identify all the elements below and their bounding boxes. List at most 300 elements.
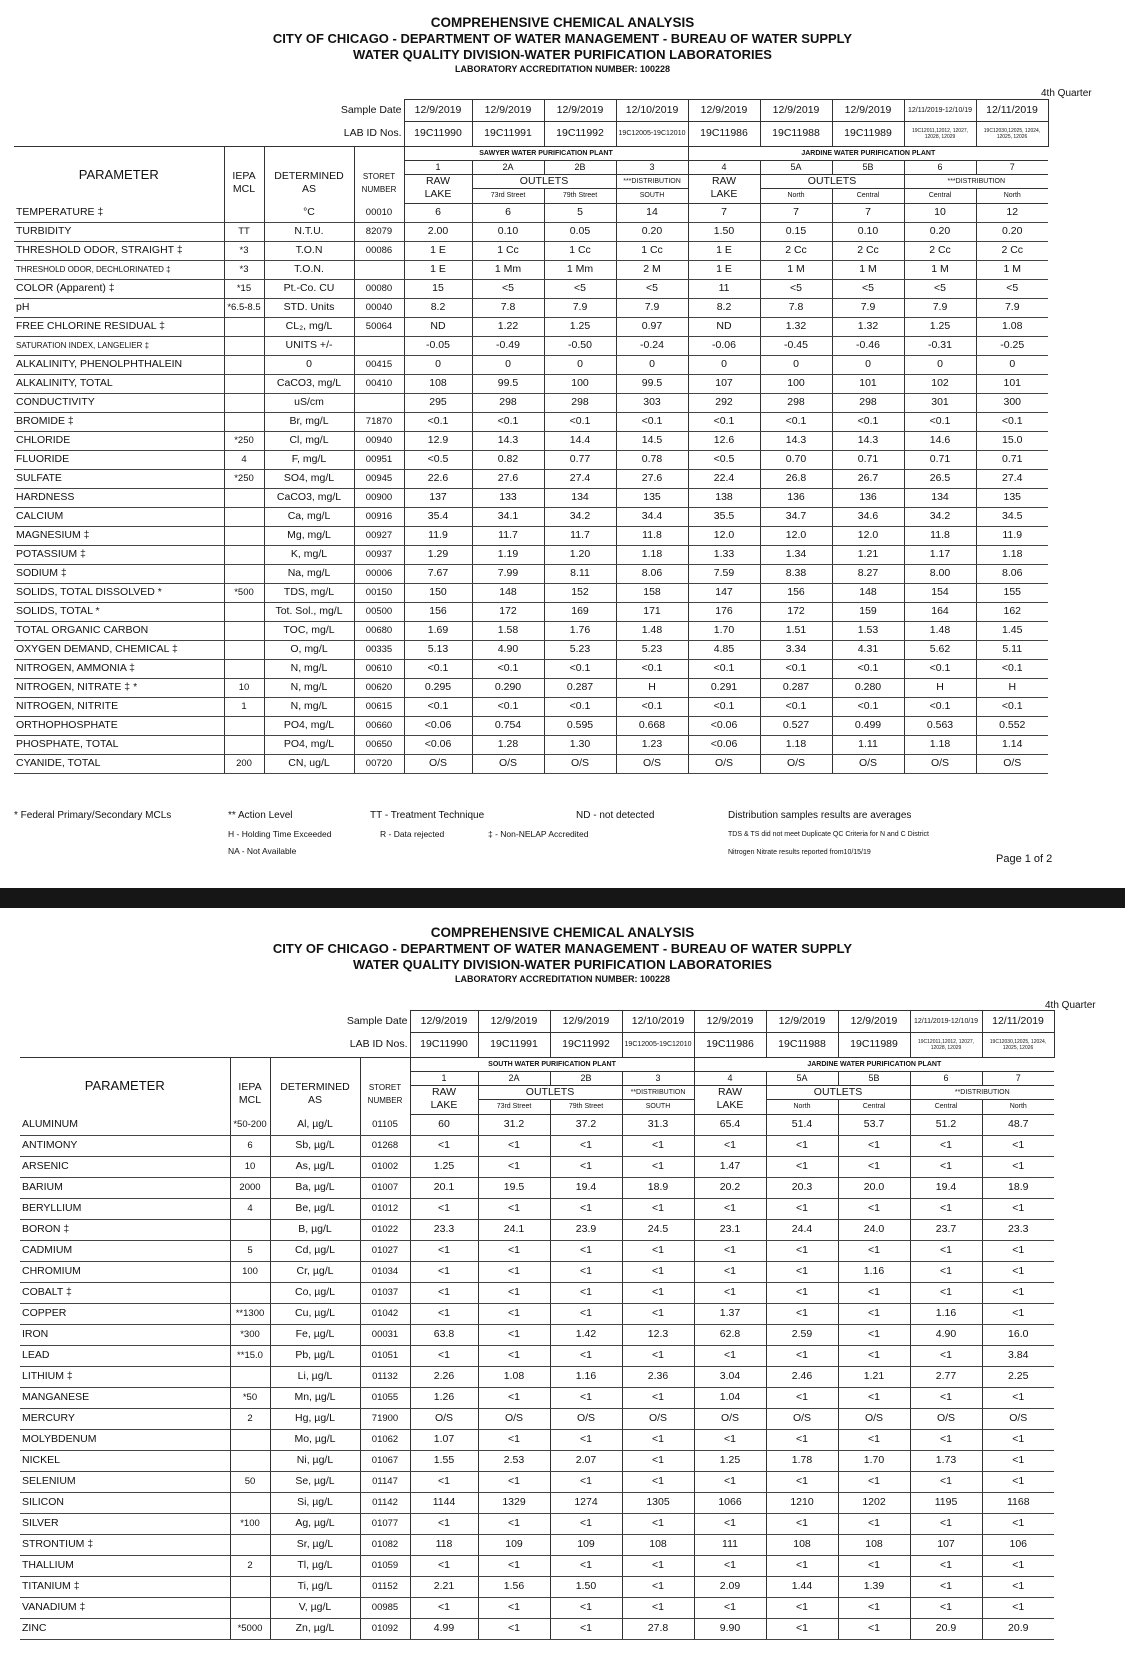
- report-subtitle-division: WATER QUALITY DIVISION-WATER PURIFICATION LABORATORIES: [353, 47, 772, 62]
- result-value: <1: [410, 1261, 478, 1282]
- result-value: 1.34: [760, 545, 832, 564]
- result-value: 65.4: [694, 1114, 766, 1135]
- lab-id: 19C11988: [766, 1033, 838, 1058]
- determined-as: Pb, µg/L: [270, 1345, 360, 1366]
- result-value: <1: [982, 1198, 1054, 1219]
- result-value: 10: [904, 203, 976, 222]
- table-row: [20, 1492, 1054, 1513]
- table-row: [14, 678, 1048, 697]
- result-value: 134: [904, 488, 976, 507]
- lake-label: LAKE: [694, 1099, 766, 1113]
- result-value: 303: [616, 393, 688, 412]
- result-value: <1: [478, 1198, 550, 1219]
- result-value: 1 M: [832, 260, 904, 279]
- storet-number: 00951: [354, 450, 404, 469]
- parameter-name: pH: [14, 298, 224, 317]
- result-value: 1.56: [478, 1576, 550, 1597]
- determined-as: O, mg/L: [264, 640, 354, 659]
- result-value: <1: [766, 1198, 838, 1219]
- column-number: 3: [616, 160, 688, 174]
- result-value: O/S: [410, 1408, 478, 1429]
- storet-number: 01059: [360, 1555, 410, 1576]
- result-value: <1: [550, 1597, 622, 1618]
- result-value: 148: [472, 583, 544, 602]
- result-value: -0.24: [616, 336, 688, 355]
- result-value: <1: [478, 1555, 550, 1576]
- storet-number: 00335: [354, 640, 404, 659]
- storet-number: 00410: [354, 374, 404, 393]
- storet-number: 01077: [360, 1513, 410, 1534]
- quarter-label: 4th Quarter: [1041, 88, 1092, 99]
- storet-number: 01062: [360, 1429, 410, 1450]
- result-value: <1: [550, 1135, 622, 1156]
- determined-as: CaCO3, mg/L: [264, 488, 354, 507]
- table-row: [14, 659, 1048, 678]
- determined-as: N.T.U.: [264, 222, 354, 241]
- determined-as: Cr, µg/L: [270, 1261, 360, 1282]
- result-value: 6: [404, 203, 472, 222]
- determined-as: CN, ug/L: [264, 754, 354, 773]
- result-value: <1: [838, 1135, 910, 1156]
- storet-number-header-line2: NUMBER: [361, 184, 397, 194]
- result-value: 118: [410, 1534, 478, 1555]
- table-row: [20, 1471, 1054, 1492]
- storet-number-header-line1: STORET: [368, 1082, 402, 1092]
- storet-number: 01067: [360, 1450, 410, 1471]
- result-value: <1: [550, 1261, 622, 1282]
- result-value: <1: [478, 1597, 550, 1618]
- result-value: <1: [410, 1471, 478, 1492]
- result-value: 1.70: [838, 1450, 910, 1471]
- parameter-name: NITROGEN, NITRATE ‡ *: [14, 678, 224, 697]
- iepa-mcl-header: [230, 1057, 270, 1114]
- table-row: [20, 1450, 1054, 1471]
- determined-as: Ba, µg/L: [270, 1177, 360, 1198]
- result-value: 1.45: [976, 621, 1048, 640]
- iepa-mcl: [230, 1534, 270, 1555]
- iepa-mcl: *3: [224, 241, 264, 260]
- result-value: <1: [982, 1555, 1054, 1576]
- determined-as: Tot. Sol., mg/L: [264, 602, 354, 621]
- storet-number: 82079: [354, 222, 404, 241]
- column-number: 4: [688, 160, 760, 174]
- result-value: <1: [766, 1282, 838, 1303]
- iepa-mcl: 6: [230, 1135, 270, 1156]
- result-value: 8.06: [976, 564, 1048, 583]
- iepa-mcl: [224, 716, 264, 735]
- result-value: O/S: [404, 754, 472, 773]
- result-value: 156: [760, 583, 832, 602]
- determined-as: Co, µg/L: [270, 1282, 360, 1303]
- result-value: <1: [622, 1261, 694, 1282]
- table-row: [14, 450, 1048, 469]
- result-value: 27.4: [976, 469, 1048, 488]
- storet-number: 00610: [354, 659, 404, 678]
- result-value: 0: [616, 355, 688, 374]
- result-value: <1: [910, 1156, 982, 1177]
- table-row: [20, 1366, 1054, 1387]
- result-value: 1.55: [410, 1450, 478, 1471]
- result-value: <1: [694, 1513, 766, 1534]
- location-label: Central: [832, 188, 904, 202]
- iepa-mcl: [230, 1219, 270, 1240]
- iepa-mcl: **1300: [230, 1303, 270, 1324]
- result-value: O/S: [976, 754, 1048, 773]
- result-value: <1: [838, 1345, 910, 1366]
- result-value: 99.5: [616, 374, 688, 393]
- result-value: <1: [478, 1156, 550, 1177]
- result-value: 0.20: [976, 222, 1048, 241]
- result-value: <0.1: [832, 412, 904, 431]
- result-value: 155: [976, 583, 1048, 602]
- storet-number: 00080: [354, 279, 404, 298]
- result-value: 20.9: [982, 1618, 1054, 1639]
- result-value: <0.1: [544, 697, 616, 716]
- result-value: 102: [904, 374, 976, 393]
- iepa-mcl-header: [224, 146, 264, 203]
- result-value: O/S: [832, 754, 904, 773]
- result-value: 12.0: [760, 526, 832, 545]
- parameter-name: CADMIUM: [20, 1240, 230, 1261]
- result-value: -0.06: [688, 336, 760, 355]
- footnote-treatment-technique: TT - Treatment Technique: [370, 810, 485, 821]
- storet-number: 01002: [360, 1156, 410, 1177]
- result-value: 20.9: [910, 1618, 982, 1639]
- storet-number: 01055: [360, 1387, 410, 1408]
- result-value: 27.6: [472, 469, 544, 488]
- result-value: 16.0: [982, 1324, 1054, 1345]
- lab-id: 19C12030,12025, 12024, 12025, 12026: [976, 122, 1048, 147]
- result-value: 1.04: [694, 1387, 766, 1408]
- result-value: 1.16: [910, 1303, 982, 1324]
- result-value: 5.62: [904, 640, 976, 659]
- result-value: <1: [478, 1324, 550, 1345]
- iepa-mcl-header-line1: IEPA: [238, 1080, 262, 1093]
- parameter-name: LEAD: [20, 1345, 230, 1366]
- result-value: 0.71: [832, 450, 904, 469]
- table-row: [20, 1219, 1054, 1240]
- result-value: 1210: [766, 1492, 838, 1513]
- result-value: 1 E: [404, 260, 472, 279]
- plant-jardine: JARDINE WATER PURIFICATION PLANT: [694, 1057, 1054, 1071]
- result-value: 12.3: [622, 1324, 694, 1345]
- result-value: <1: [410, 1345, 478, 1366]
- result-value: <1: [766, 1471, 838, 1492]
- iepa-mcl: [224, 393, 264, 412]
- storet-number: 00615: [354, 697, 404, 716]
- result-value: <1: [550, 1387, 622, 1408]
- result-value: 0.595: [544, 716, 616, 735]
- parameter-name: THRESHOLD ODOR, STRAIGHT ‡: [14, 241, 224, 260]
- table-row: [20, 1345, 1054, 1366]
- parameter-name: BERYLLIUM: [20, 1198, 230, 1219]
- parameter-name: SILVER: [20, 1513, 230, 1534]
- lab-id: 19C12030,12025, 12024, 12025, 12026: [982, 1033, 1054, 1058]
- result-value: 0: [832, 355, 904, 374]
- result-value: <0.1: [760, 697, 832, 716]
- result-value: <0.1: [544, 659, 616, 678]
- plant-south: SAWYER WATER PURIFICATION PLANT: [404, 146, 688, 160]
- result-value: ND: [688, 317, 760, 336]
- lab-id-label: LAB ID Nos.: [349, 1038, 408, 1050]
- result-value: 34.2: [544, 507, 616, 526]
- parameter-name: ALUMINUM: [20, 1114, 230, 1135]
- determined-as: CL₂, mg/L: [264, 317, 354, 336]
- result-value: 1 E: [404, 241, 472, 260]
- result-value: <1: [910, 1198, 982, 1219]
- storet-number: 01105: [360, 1114, 410, 1135]
- result-value: 0.05: [544, 222, 616, 241]
- lab-id: 19C11991: [478, 1033, 550, 1058]
- result-value: <1: [694, 1597, 766, 1618]
- result-value: 7: [832, 203, 904, 222]
- result-value: 12.0: [832, 526, 904, 545]
- result-value: 1.47: [694, 1156, 766, 1177]
- iepa-mcl: [224, 526, 264, 545]
- table-row: [14, 241, 1048, 260]
- column-number: 3: [622, 1071, 694, 1085]
- result-value: <1: [410, 1555, 478, 1576]
- location-label: 79th Street: [544, 188, 616, 202]
- result-value: O/S: [838, 1408, 910, 1429]
- result-value: 1.50: [688, 222, 760, 241]
- result-value: <1: [766, 1303, 838, 1324]
- result-value: <0.1: [472, 697, 544, 716]
- table-row: [14, 526, 1048, 545]
- sample-date-row: [20, 1011, 1054, 1033]
- parameter-name: SELENIUM: [20, 1471, 230, 1492]
- table-row: [14, 336, 1048, 355]
- result-value: <0.1: [404, 659, 472, 678]
- result-value: O/S: [622, 1408, 694, 1429]
- result-value: 22.6: [404, 469, 472, 488]
- result-value: 11.9: [404, 526, 472, 545]
- result-value: 5.13: [404, 640, 472, 659]
- table-row: [14, 697, 1048, 716]
- result-value: 4.90: [910, 1324, 982, 1345]
- result-value: <0.5: [404, 450, 472, 469]
- storet-number: 00086: [354, 241, 404, 260]
- result-value: 1274: [550, 1492, 622, 1513]
- lab-id: 19C11988: [760, 122, 832, 147]
- table-row: [20, 1429, 1054, 1450]
- result-value: <1: [766, 1555, 838, 1576]
- result-value: 147: [688, 583, 760, 602]
- determined-as: T.O.N.: [264, 260, 354, 279]
- determined-as: Fe, µg/L: [270, 1324, 360, 1345]
- result-value: <1: [910, 1345, 982, 1366]
- result-value: O/S: [616, 754, 688, 773]
- result-value: 14.6: [904, 431, 976, 450]
- result-value: 12: [976, 203, 1048, 222]
- result-value: 1.18: [976, 545, 1048, 564]
- result-value: -0.31: [904, 336, 976, 355]
- iepa-mcl: **15.0: [230, 1345, 270, 1366]
- result-value: 23.3: [410, 1219, 478, 1240]
- result-value: 34.4: [616, 507, 688, 526]
- parameter-name: SOLIDS, TOTAL DISSOLVED *: [14, 583, 224, 602]
- location-label: North: [760, 188, 832, 202]
- result-value: <1: [766, 1597, 838, 1618]
- parameter-name: FREE CHLORINE RESIDUAL ‡: [14, 317, 224, 336]
- result-value: 8.27: [832, 564, 904, 583]
- iepa-mcl: [224, 564, 264, 583]
- result-value: 35.5: [688, 507, 760, 526]
- header-spacer: [227, 154, 262, 170]
- table-row: [20, 1177, 1054, 1198]
- parameter-name: COPPER: [20, 1303, 230, 1324]
- result-value: O/S: [760, 754, 832, 773]
- outlets-label: OUTLETS: [766, 1085, 910, 1099]
- result-value: 108: [622, 1534, 694, 1555]
- raw-label: RAW: [694, 1085, 766, 1099]
- table-row: [20, 1555, 1054, 1576]
- result-value: 1 M: [904, 260, 976, 279]
- header-spacer: [233, 1065, 268, 1081]
- result-value: 4.31: [832, 640, 904, 659]
- table-row: [14, 298, 1048, 317]
- result-value: <0.06: [688, 735, 760, 754]
- result-value: <1: [622, 1240, 694, 1261]
- result-value: 107: [910, 1534, 982, 1555]
- storet-number: 01007: [360, 1177, 410, 1198]
- determined-as-header-line1: DETERMINED: [274, 169, 344, 182]
- result-value: <1: [838, 1387, 910, 1408]
- result-value: <1: [982, 1303, 1054, 1324]
- result-value: 4.99: [410, 1618, 478, 1639]
- storet-number: 50064: [354, 317, 404, 336]
- table-row: [20, 1261, 1054, 1282]
- result-value: 136: [760, 488, 832, 507]
- result-value: <1: [622, 1303, 694, 1324]
- lab-id: 19C12005-19C12010: [622, 1033, 694, 1058]
- result-value: <1: [410, 1597, 478, 1618]
- result-value: <1: [478, 1513, 550, 1534]
- iepa-mcl: [224, 602, 264, 621]
- parameter-name: TURBIDITY: [14, 222, 224, 241]
- storet-number: 71900: [360, 1408, 410, 1429]
- iepa-mcl: [230, 1597, 270, 1618]
- result-value: <1: [982, 1576, 1054, 1597]
- result-value: <1: [910, 1135, 982, 1156]
- determined-as-header-line1: DETERMINED: [280, 1080, 350, 1093]
- result-value: 27.8: [622, 1618, 694, 1639]
- result-value: <5: [904, 279, 976, 298]
- determined-as-header-line2: AS: [307, 1093, 322, 1106]
- determined-as: Na, mg/L: [264, 564, 354, 583]
- table-row: [20, 1387, 1054, 1408]
- determined-as: Ni, µg/L: [270, 1450, 360, 1471]
- result-value: 31.3: [622, 1114, 694, 1135]
- result-value: 0.754: [472, 716, 544, 735]
- result-value: 1.37: [694, 1303, 766, 1324]
- table-row: [20, 1513, 1054, 1534]
- lake-label: LAKE: [410, 1099, 478, 1113]
- sample-date: 12/9/2019: [766, 1011, 838, 1033]
- result-value: <1: [410, 1513, 478, 1534]
- result-value: 107: [688, 374, 760, 393]
- header-spacer: [273, 1065, 358, 1081]
- storet-number: 00680: [354, 621, 404, 640]
- storet-number: 00945: [354, 469, 404, 488]
- result-value: 1.78: [766, 1450, 838, 1471]
- result-value: 27.6: [616, 469, 688, 488]
- determined-as: Sr, µg/L: [270, 1534, 360, 1555]
- table-row: [14, 260, 1048, 279]
- result-value: 0.295: [404, 678, 472, 697]
- column-number: 5B: [838, 1071, 910, 1085]
- result-value: <1: [622, 1387, 694, 1408]
- iepa-mcl-header-line1: IEPA: [232, 169, 256, 182]
- sample-date: 12/11/2019: [976, 100, 1048, 122]
- result-value: 1 Cc: [616, 241, 688, 260]
- result-value: <1: [766, 1261, 838, 1282]
- result-value: <5: [472, 279, 544, 298]
- iepa-mcl: 200: [224, 754, 264, 773]
- result-value: 134: [544, 488, 616, 507]
- determined-as: Cd, µg/L: [270, 1240, 360, 1261]
- footnote-holding-time: H - Holding Time Exceeded: [228, 829, 332, 839]
- parameter-name: SILICON: [20, 1492, 230, 1513]
- storet-number: 01142: [360, 1492, 410, 1513]
- storet-number: 71870: [354, 412, 404, 431]
- result-value: <1: [410, 1135, 478, 1156]
- determined-as-header: [264, 146, 354, 203]
- determined-as: TDS, mg/L: [264, 583, 354, 602]
- result-value: 1.26: [410, 1387, 478, 1408]
- parameter-name: MAGNESIUM ‡: [14, 526, 224, 545]
- storet-number-header: [360, 1057, 410, 1114]
- raw-label: RAW: [404, 174, 472, 188]
- table-row: [14, 545, 1048, 564]
- storet-number: 00660: [354, 716, 404, 735]
- result-value: 1.70: [688, 621, 760, 640]
- sample-date: 12/9/2019: [544, 100, 616, 122]
- result-value: 14: [616, 203, 688, 222]
- location-label: North: [982, 1099, 1054, 1113]
- result-value: O/S: [982, 1408, 1054, 1429]
- header-parameter: PARAMETER: [14, 146, 224, 203]
- result-value: 1.25: [694, 1450, 766, 1471]
- result-value: 1.33: [688, 545, 760, 564]
- table-row: [14, 754, 1048, 773]
- result-value: 0.71: [904, 450, 976, 469]
- storet-number: [354, 336, 404, 355]
- result-value: 8.2: [688, 298, 760, 317]
- header-spacer: [363, 1065, 408, 1081]
- result-value: <1: [910, 1261, 982, 1282]
- result-value: 1.25: [544, 317, 616, 336]
- table-row: [14, 621, 1048, 640]
- result-value: 0.499: [832, 716, 904, 735]
- determined-as: Hg, µg/L: [270, 1408, 360, 1429]
- result-value: 1.23: [616, 735, 688, 754]
- parameter-name: NICKEL: [20, 1450, 230, 1471]
- result-value: -0.46: [832, 336, 904, 355]
- result-value: <1: [694, 1135, 766, 1156]
- footnote-data-rejected: R - Data rejected: [380, 829, 445, 839]
- sample-date-row: [14, 100, 1048, 122]
- result-value: <1: [910, 1513, 982, 1534]
- page2-header: [0, 925, 1125, 985]
- result-value: 1.44: [766, 1576, 838, 1597]
- result-value: <1: [910, 1282, 982, 1303]
- iepa-mcl: [224, 336, 264, 355]
- result-value: 20.1: [410, 1177, 478, 1198]
- result-value: 152: [544, 583, 616, 602]
- result-value: <0.1: [976, 659, 1048, 678]
- parameter-name: COLOR (Apparent) ‡: [14, 279, 224, 298]
